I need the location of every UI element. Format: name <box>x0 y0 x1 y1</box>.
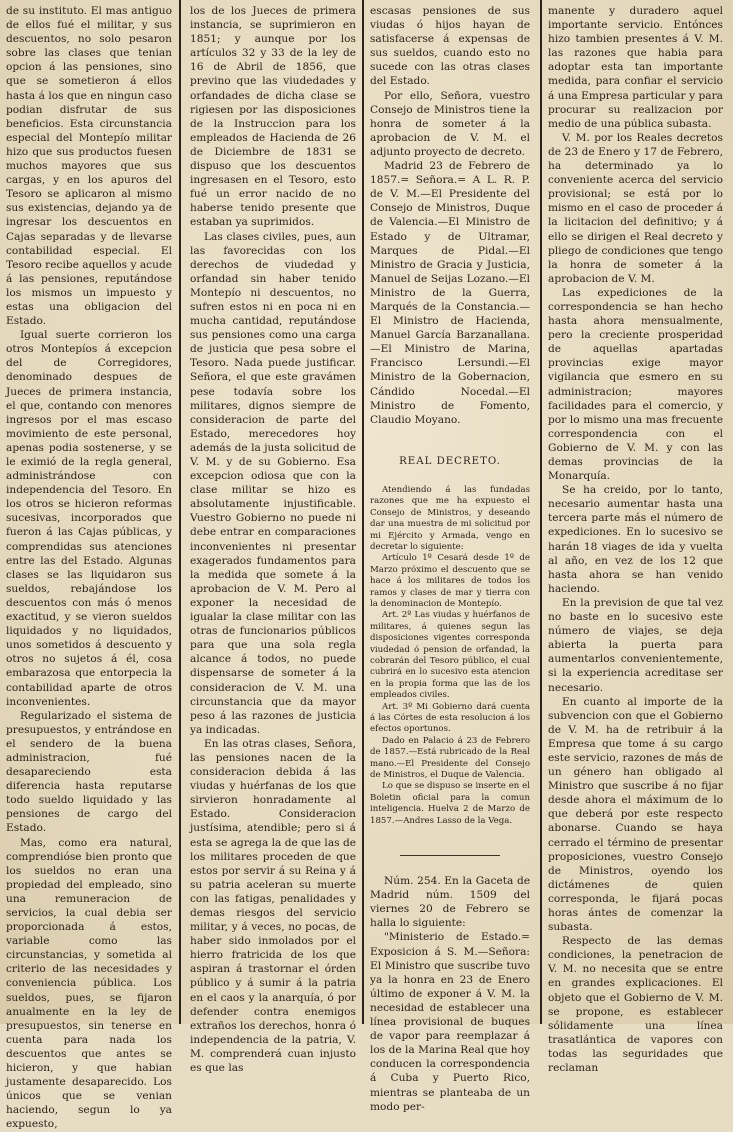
paragraph: "Ministerio de Estado.= Exposicion á S. M.—Señora: El Ministro que suscribe tuvo ya la honra en 23 de Enero último de exponer á V. M. la necesidad de establecer una línea provisional de buques de vapor para reemplazar á los de la Marina Real que hoy conducen la correspondencia á Cuba y Puerto Rico, mientras se planteaba de un modo per- <box>370 931 530 1113</box>
column-rule <box>362 0 364 1024</box>
paragraph: Se ha creido, por lo tanto, necesario aumentar hasta una tercera parte más el número de expediciones. En lo sucesivo se harán 18 viages de ida y vuelta al año, en vez de los 12 que hasta ahora se han venido haciendo. <box>548 484 723 595</box>
paragraph: Madrid 23 de Febrero de 1857.= Señora.= A L. R. P. de V. M.—El Presidente del Consejo de Ministros, Duque de Valencia.—El Ministro de Estado y de Ultramar, Marques de Pidal.—El Ministro de Gracia y Justicia, Manuel de Seijas Lozano.—El Ministro de la Guerra, Marqués de la Constancia.—El Ministro de Hacienda, Manuel García Barzanallana.—El Ministro de Marina, Francisco Lersundi.—El Ministro de la Gobernacion, Cándido Nocedal.—El Ministro de Fomento, Claudio Moyano. <box>370 160 530 426</box>
decree-paragraph: Artículo 1º Cesará desde 1º de Marzo próximo el descuento que se hace á los militares de todos los ramos y clases de mar y tierra con la denominacion de Montepío. <box>370 553 530 609</box>
paragraph: Regularizado el sistema de presupuestos, y entrándose en el sendero de la buena administracion, fué desapareciendo esta diferencia hasta reputarse todo sueldo liquidado y las pensiones de cargo del Estado. <box>6 709 172 835</box>
decree-paragraph: Art. 3º Mi Gobierno dará cuenta á las Córtes de esta resolucion á los efectos oportunos. <box>370 701 530 735</box>
paragraph: escasas pensiones de sus viudas ó hijos hayan de satisfacerse á expensas de sus sueldos, cuando esto no sucede con las otras clases del Estado. <box>370 5 530 88</box>
paragraph: Las clases civiles, pues, aun las favorecidas con los derechos de viudedad y orfandad sin haber tenido Montepío ni descuentos, no sufren estos ni en poca ni en mucha cantidad, reputándose sus pensiones como una carga de justicia que pesa sobre el Tesoro. Nada puede justificar. Señora, el que este gravámen pese todavía sobre los militares, dignos siempre de consideracion de parte del Estado, merecedores hoy además de la justa solicitud de V. M. y de su Gobierno. Esa excepcion odiosa que con la clase militar se hizo es absolutamente injustificable. Vuestro Gobierno no puede ni debe entrar en comparaciones inconvenientes ni presentar exagerados fundamentos para la medida que somete á la aprobacion de V. M. Pero al exponer la necesidad de igualar la clase militar con las otras de funcionarios públicos para que una sola regla alcance á todos, no puede dispensarse de someter á la consideracion de V. M. una circunstancia que da mayor peso á las razones de justicia ya indicadas. <box>190 230 356 736</box>
decree-paragraph: Lo que se dispuso se inserte en el Boletin oficial para la comun inteligencia. Huelva 2 de Marzo de 1857.—Andres Lasso de la Vega. <box>370 781 530 826</box>
paragraph: En la prevision de que tal vez no baste en lo sucesivo este número de viajes, se deja abierta la puerta para aumentarlos convenientemente, si la experiencia acreditase ser necesario. <box>548 596 723 694</box>
decree-paragraph: Dado en Palacio á 23 de Febrero de 1857.—Está rubricado de la Real mano.—El Presidente del Consejo de Ministros, el Duque de Valencia. <box>370 735 530 781</box>
paragraph: Núm. 254. En la Gaceta de Madrid núm. 1509 del viernes 20 de Febrero se halla lo siguiente: <box>370 875 530 930</box>
column-1 <box>6 4 172 1131</box>
column-4 <box>548 4 723 1075</box>
paragraph: de su instituto. El mas antiguo de ellos fué el militar, y sus descuentos, no solo pesaron sobre las clases que tenian opcion á las pensiones, sino que se sometieron á ellos hasta á los que en ningun caso podian disfrutar de sus beneficios. Esta circunstancia especial del Montepío militar hizo que sus productos fuesen muchos mayores que sus cargas, y en los apuros del Tesoro se aplicaron al mismo sus existencias, dejando ya de ingresar los descuentos en Cajas separadas y de llevarse contabilidad especial. El Tesoro recibe aquellos y acude á las pensiones, reputándose los mismos un impuesto y estas una obligacion del Estado. <box>6 5 172 328</box>
paragraph: V. M. por los Reales decretos de 23 de Enero y 17 de Febrero, ha determinado ya lo conveniente acerca del servicio provisional; se está por lo mismo en el caso de proceder á la licitacion del definitivo; y á ello se dirigen el Real decreto y pliego de condiciones que tengo la honra de someter á la aprobacion de V. M. <box>548 131 723 285</box>
paragraph: Por ello, Señora, vuestro Consejo de Ministros tiene la honra de someter á la aprobacion de V. M. el adjunto proyecto de decreto. <box>370 89 530 158</box>
paragraph: En las otras clases, Señora, las pensiones nacen de la consideracion debida á las viudas y huérfanas de los que sirvieron honradamente al Estado. Consideracion justísima, atendible; pero si á esta se agrega la de que las de los militares proceden de que estos por servir á su Reina y á su patria aceleran su muerte con las fatigas, penalidades y demas riesgos del servicio militar, y á veces, no pocas, de haber sido inmolados por el hierro fratricida de los que aspiran á trastornar el órden público y á sumir á la patria en el caos y la anarquía, ó por defender contra enemigos extraños los derechos, honra ó independencia de la patria, V. M. comprenderá cuan injusto es que las <box>190 737 356 1075</box>
paragraph: Las expediciones de la correspondencia se han hecho hasta ahora mensualmente, pero la creciente prosperidad de aquellas apartadas provincias exige mayor vigilancia que esmero en su administracion; mayores facilidades para el comercio, y por lo mismo una mas frecuente correspondencia con el Gobierno de V. M. y con las demas provincias de la Monarquía. <box>548 286 723 483</box>
column-rule <box>540 0 542 1024</box>
decree-heading: REAL DECRETO. <box>399 455 501 467</box>
decree-text <box>370 485 530 827</box>
paragraph: Respecto de las demas condiciones, la penetracion de V. M. no necesita que se entre en grandes explicaciones. El objeto que el Gobierno de V. M. se propone, es establecer sólidamente una línea trasatlántica de vapores con todas las seguridades que reclaman <box>548 935 723 1075</box>
paragraph: los de los Jueces de primera instancia, se suprimieron en 1851; y aunque por los artículos 32 y 33 de la ley de 16 de Abril de 1856, que previno que las viudedades y orfandades de dicha clase se rigiesen por las disposiciones de la Instruccion para los empleados de Hacienda de 26 de Diciembre de 1831 se dispuso que los descuentos ingresasen en el Tesoro, esto fué un error nacido de no haberse tenido presente que estaban ya suprimidos. <box>190 5 356 229</box>
section-divider <box>400 855 500 856</box>
paragraph: Igual suerte corrieron los otros Montepíos á excepcion del de Corregidores, denominado despues de Jueces de primera instancia, el que, contando con menores ingresos por el mas escaso movimiento de este personal, apenas podia sostenerse, y se le eximió de la regla general, administrándose con independencia del Tesoro. En los otros se hicieron reformas sucesivas, incorporados que fueron á las Cajas públicas, y comprendidas sus atenciones entre las del Estado. Algunas clases se las liquidaron sus sueldos, rebajándose los descuentos con más ó menos exactitud, y se vieron sueldos liquidados y no liquidados, unos sometidos á descuento y otros no sujetos á él, cosa embarazosa que entorpecia la contabilidad aparte de otros inconvenientes. <box>6 329 172 708</box>
paragraph: manente y duradero aquel importante servicio. Entónces hizo tambien presentes á V. M. las razones que habia para adoptar esta tan importante medida, para confiar el servicio á una Empresa particular y para procurar su realizacion por medio de una pública subasta. <box>548 5 723 130</box>
decree-paragraph: Art. 2º Las viudas y huérfanos de militares, á quienes segun las disposiciones vigentes corresponda viudedad ó pension de orfandad, la cobrarán del Tesoro público, el cual cubrirá en lo sucesivo esta atencion en la propia forma que las de los empleados civiles. <box>370 610 530 701</box>
column-2 <box>190 4 356 1075</box>
column-rule <box>179 0 181 1024</box>
column-3 <box>370 4 530 1113</box>
paragraph: En cuanto al importe de la subvencion con que el Gobierno de V. M. ha de retribuir á la Empresa que tome á su cargo este servicio, razones de más de un género han obligado al Ministro que suscribe á no fijar desde ahora el máximum de lo que deberá por este respecto abonarse. Cuando se haya cerrado el término de presentar proposiciones, vuestro Consejo de Ministros, oyendo los dictámenes de quien corresponda, le fijará pocas horas ántes de comenzar la subasta. <box>548 695 723 934</box>
paragraph: Mas, como era natural, comprendióse bien pronto que los sueldos no eran una propiedad del empleado, sino una remuneracion de servicios, la cual debia ser proporcionada á estos, variable como las circunstancias, y sometida al criterio de las necesidades y conveniencia pública. Los sueldos, pues, se fijaron anualmente en la ley de presupuestos, sin tenerse en cuenta para nada los descuentos que antes se hicieron, y que habian justamente desaparecido. Los únicos que se venian haciendo, segun lo ya expuesto, <box>6 836 172 1131</box>
decree-paragraph: Atendiendo á las fundadas razones que me ha expuesto el Consejo de Ministros, y deseando dar una muestra de mi solicitud por mi Ejército y Armada, vengo en decretar lo siguiente: <box>370 484 530 552</box>
